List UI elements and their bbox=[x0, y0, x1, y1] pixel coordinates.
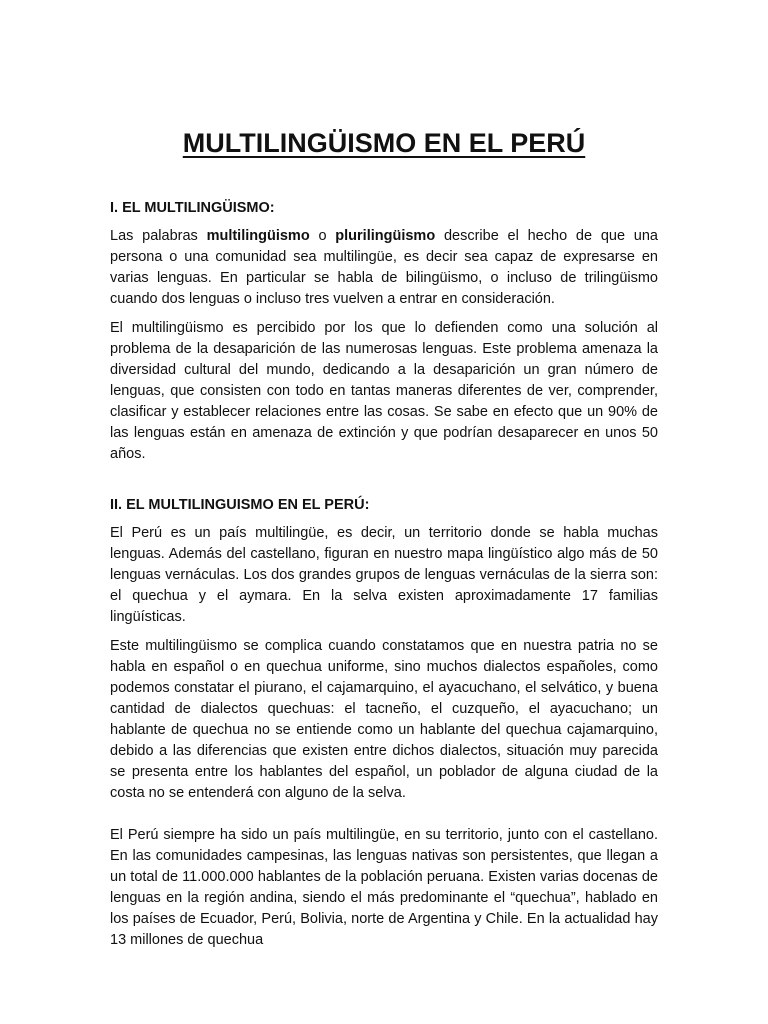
bold-term-plurilinguismo: plurilingüismo bbox=[335, 228, 436, 244]
page-title: MULTILINGÜISMO EN EL PERÚ bbox=[182, 128, 586, 158]
text-run: Las palabras bbox=[110, 228, 207, 244]
section-2-heading: II. EL MULTILINGUISMO EN EL PERÚ: bbox=[110, 497, 370, 513]
text-run: o bbox=[309, 228, 336, 244]
document-body bbox=[110, 198, 658, 959]
section-1-paragraph-1 bbox=[110, 226, 658, 310]
section-1-paragraph-2: El multilingüismo es percibido por los que lo defienden como una solución al problema de la desaparición de las numerosas lenguas. Este problema amenaza la diversidad cultural del mundo, dedicando a la desaparición un gran número de lenguas, que consisten con todo en tantas maneras diferentes de ver, comprender, clasificar y establecer relaciones entre las cosas. Se sabe en efecto que un 90% de las lenguas están en amenaza de extinción y que podrían desaparecer en unos 50 años. bbox=[110, 320, 658, 462]
section-2-paragraph-3: El Perú siempre ha sido un país multilingüe, en su territorio, junto con el castellano. En las comunidades campesinas, las lenguas nativas son persistentes, que llegan a un total de 11.000.000 hablantes de la población peruana. Existen varias docenas de lenguas en la región andina, siendo el más predominante el “quechua”, hablado en los países de Ecuador, Perú, Bolivia, norte de Argentina y Chile. En la actualidad hay 13 millones de quechua bbox=[110, 827, 658, 948]
section-2-paragraph-1: El Perú es un país multilingüe, es decir, un territorio donde se habla muchas lenguas. Además del castellano, figuran en nuestro mapa lingüístico algo más de 50 lenguas vernáculas. Los dos grandes grupos de lenguas vernáculas de la sierra son: el quechua y el aymara. En la selva existen aproximadamente 17 familias lingüísticas. bbox=[110, 525, 658, 625]
text-run: describe el hecho de que una persona o una comunidad sea multilingüe, es decir sea capaz de expresarse en varias lenguas. En particular se habla de bilingüismo, o incluso de trilingüismo cuando dos lenguas o incluso tres vuelven a entrar en consideración. bbox=[110, 228, 658, 307]
spacer bbox=[110, 812, 658, 825]
spacer bbox=[110, 473, 658, 495]
bold-term-multilinguismo: multilingüismo bbox=[206, 228, 310, 244]
section-1-heading: I. EL MULTILINGÜISMO: bbox=[110, 200, 275, 216]
section-2-paragraph-2: Este multilingüismo se complica cuando constatamos que en nuestra patria no se habla en español o en quechua uniforme, sino muchos dialectos españoles, como podemos constatar el piurano, el cajamarquino, el ayacuchano, el selvático, y buena cantidad de dialectos quechuas: el tacneño, el cuzqueño, el ayacuchano; un hablante de quechua no se entiende como un hablante del quechua cajamarquino, debido a las diferencias que existen entre dichos dialectos, situación muy parecida se presenta entre los hablantes del español, un poblador de alguna ciudad de la costa no se entenderá con alguno de la selva. bbox=[110, 638, 658, 801]
